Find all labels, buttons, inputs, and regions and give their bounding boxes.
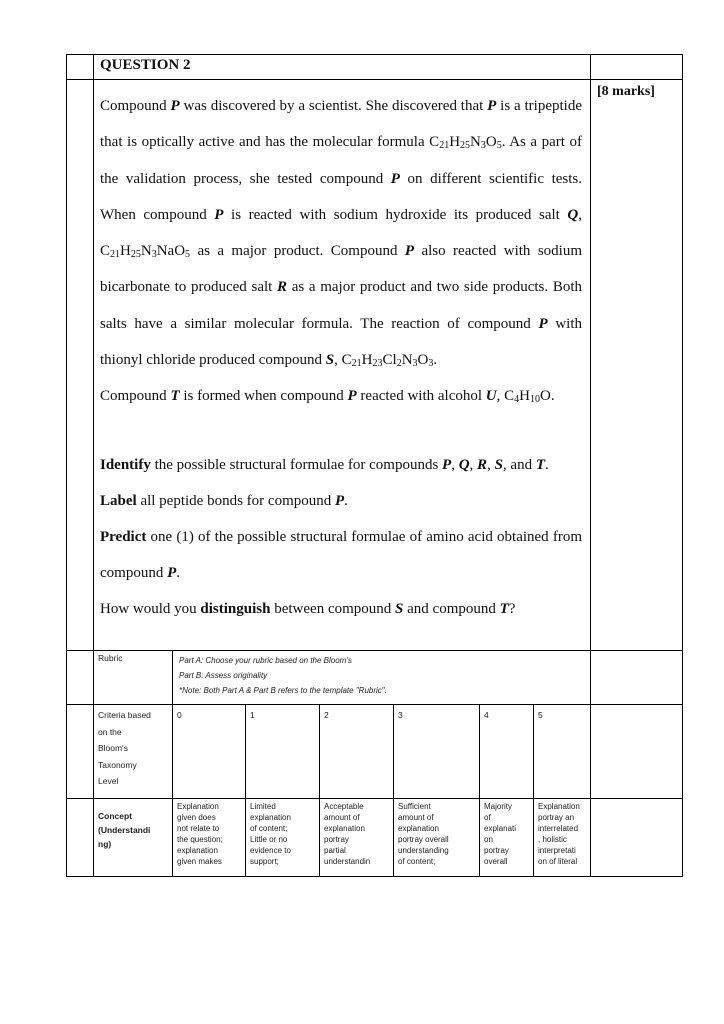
formula-p: $C_{21}H_{25}N_3O_5$	[429, 134, 502, 152]
score-2: 2	[320, 705, 394, 798]
concept-desc-3: Sufficient amount of explanation portray overall understanding of content;	[394, 799, 480, 876]
compound-p: P	[170, 98, 180, 114]
question-body	[94, 80, 591, 650]
label-instruction: Label all peptide bonds for compound P.	[100, 492, 348, 509]
text-run: reacted with alcohol	[356, 388, 486, 405]
number-cell	[67, 651, 94, 704]
question-paragraph-last: Compound T is formed when compound P reacted with alcohol U, $C_4H_{10}O$.	[100, 388, 555, 406]
concept-desc-4: Majority of explanati on portray overall	[480, 799, 534, 876]
number-cell	[67, 80, 94, 650]
compound-p: P	[347, 388, 357, 405]
score-4: 4	[480, 705, 534, 798]
criteria-label: Criteria based on the Bloom's Taxonomy Level	[94, 705, 173, 798]
question-title: QUESTION 2	[94, 55, 591, 79]
spacer	[100, 415, 582, 447]
title-row	[67, 55, 682, 80]
rubric-notes	[173, 651, 591, 704]
text-run: on different scientific tests. When compound	[100, 170, 582, 223]
question-table	[66, 54, 683, 877]
compound-q: Q	[567, 206, 579, 223]
number-cell	[67, 55, 94, 79]
rubric-row	[67, 651, 682, 705]
formula-q: $C_{21}H_{25}N_3NaO_5$	[100, 243, 191, 261]
identify-instruction: Identify the possible structural formulae for compounds P, Q, R, S, and T.	[100, 456, 549, 473]
text-run: is a tripeptide that is optically active and has the molecular formula	[100, 98, 582, 151]
predict-instruction: Predict one (1) of the possible structural formulae of amino acid obtained from compound P.	[100, 528, 582, 581]
rubric-line: Part A: Choose your rubric based on the Bloom's	[179, 656, 352, 665]
concept-desc-2: Acceptable amount of explanation portray partial understandin	[320, 799, 394, 876]
rubric-line: Part B: Assess originality	[179, 671, 268, 680]
question-paragraph: Compound P was discovered by a scientist. She discovered that P is a tripeptide that is optically active and has the molecular formula $C_{21}H_{25}N_3O_5$. As a part of the validation process, she tested compound P on different scientific tests. When compound P is reacted with sodium hydroxide its produced salt Q, $C_{21}H_{25}N_3NaO_5$ as a major product. Compound P also reacted with sodium bicarbonate to produced salt R as a major product and two side products. Both salts have a similar molecular formula. The reaction of compound P with thionyl chloride produced compound S, $C_{21}H_{23}Cl_2N_3O_3$.	[100, 98, 583, 370]
compound-p: P	[487, 98, 497, 114]
number-cell	[67, 705, 94, 798]
score-0: 0	[173, 705, 246, 798]
compound-s: S	[325, 352, 335, 369]
formula-s: $C_{21}H_{23}Cl_2N_3O_3$	[341, 352, 434, 370]
compound-p: P	[404, 243, 415, 260]
blank-cell	[591, 799, 682, 876]
text-run: was discovered by a scientist. She discovered that	[179, 98, 488, 114]
blank-cell	[591, 705, 682, 798]
question-body-row	[67, 80, 682, 651]
concept-row	[67, 799, 682, 876]
text-run: as a major product and two side products. Both salts have a similar molecular formula. The reaction of compound	[100, 279, 582, 332]
concept-desc-0: Explanation given does not relate to the question; explanation given makes	[173, 799, 246, 876]
rubric-line: *Note: Both Part A & Part B refers to the template "Rubric".	[179, 686, 387, 695]
text-run: also reacted with sodium bicarbonate to produced salt	[100, 243, 583, 296]
alcohol-u: U	[485, 388, 497, 405]
concept-desc-5: Explanation portray an interrelated , holistic interpretati on of literal	[534, 799, 591, 876]
concept-desc-1: Limited explanation of content; Little or no evidence to support;	[246, 799, 320, 876]
blank-cell	[591, 651, 682, 704]
text-run: with thionyl chloride produced compound	[100, 315, 582, 369]
score-1: 1	[246, 705, 320, 798]
score-5: 5	[534, 705, 591, 798]
text-run: Compound	[100, 98, 171, 114]
compound-p: P	[390, 170, 400, 187]
formula-u: $C_4H_{10}O$	[504, 388, 551, 406]
marks-header-cell	[591, 55, 682, 79]
concept-label: Concept (Understandi ng)	[94, 799, 173, 876]
marks-label: [8 marks]	[597, 84, 655, 99]
distinguish-question: How would you distinguish between compound S and compound T?	[100, 600, 516, 617]
text-run: as a major product. Compound	[190, 243, 405, 260]
number-cell	[67, 799, 94, 876]
text-run: Compound	[100, 388, 171, 405]
text-run: is formed when compound	[179, 388, 348, 405]
compound-p: P	[538, 315, 548, 332]
score-3: 3	[394, 705, 480, 798]
compound-t: T	[170, 388, 180, 405]
compound-p: P	[214, 206, 224, 223]
text-run: is reacted with sodium hydroxide its produced salt	[223, 206, 568, 223]
rubric-label: Rubric	[94, 651, 173, 704]
compound-r: R	[277, 279, 288, 296]
text-run: . As a part of the validation process, she tested compound	[100, 134, 582, 187]
criteria-row	[67, 705, 682, 799]
